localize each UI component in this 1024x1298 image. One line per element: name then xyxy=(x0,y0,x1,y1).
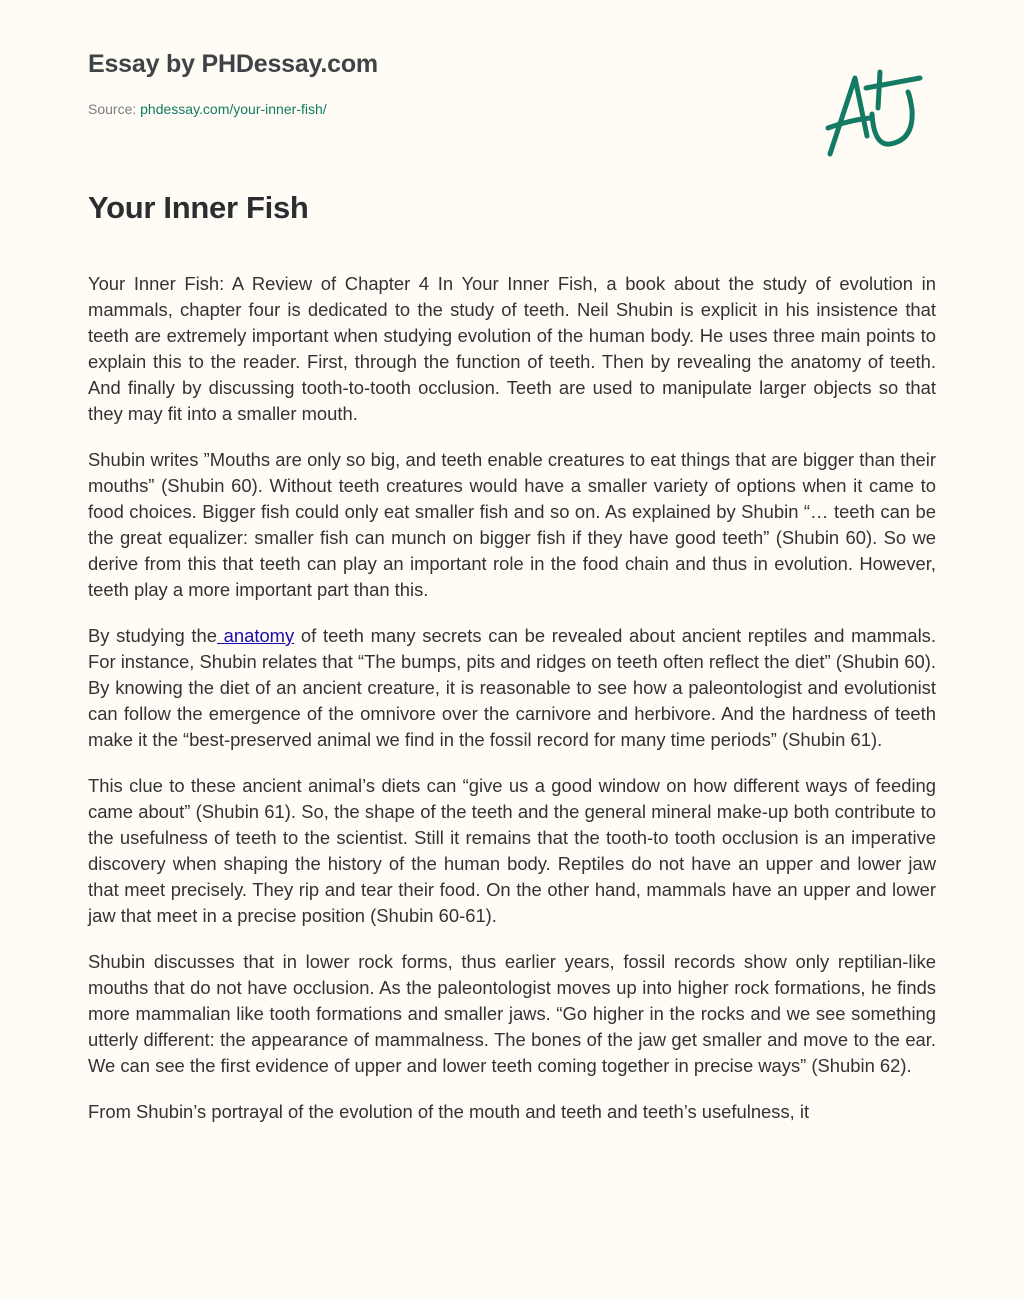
anatomy-link[interactable]: anatomy xyxy=(216,625,295,646)
essay-body xyxy=(88,271,936,1145)
paragraph: Shubin discusses that in lower rock forms, thus earlier years, fossil records show only reptilian-like mouths that do not have occlusion. As the paleontologist moves up into higher rock formations, he finds more mammalian like tooth formations and smaller jaws. “Go higher in the rocks and we see something utterly different: the appearance of mammalness. The bones of the jaw get smaller and move to the ear. We can see the first evidence of upper and lower teeth coming together in precise ways” (Shubin 62). xyxy=(88,951,936,1076)
paragraph: Your Inner Fish: A Review of Chapter 4 In Your Inner Fish, a book about the study of evolution in mammals, chapter four is dedicated to the study of teeth. Neil Shubin is explicit in his insistence that teeth are extremely important when studying evolution of the human body. He uses three main points to explain this to the reader. First, through the function of teeth. Then by revealing the anatomy of teeth. And finally by discussing tooth-to-tooth occlusion. Teeth are used to manipulate larger objects so that they may fit into a smaller mouth. xyxy=(88,273,936,424)
text-span: By studying the xyxy=(88,625,217,646)
source-link[interactable]: phdessay.com/your-inner-fish/ xyxy=(140,101,327,117)
paragraph: Shubin writes ”Mouths are only so big, and teeth enable creatures to eat things that are bigger than their mouths” (Shubin 60). Without teeth creatures would have a smaller variety of options when it came to food choices. Bigger fish could only eat smaller fish and so on. As explained by Shubin “… teeth can be the great equalizer: smaller fish can munch on bigger fish if they have good teeth” (Shubin 60). So we derive from this that teeth can play an important role in the food chain and thus in evolution. However, teeth play a more important part than this. xyxy=(88,449,936,600)
site-brand: Essay by PHDessay.com xyxy=(88,50,378,78)
paragraph xyxy=(88,623,936,753)
page-title: Your Inner Fish xyxy=(88,190,309,225)
text-span: of teeth many secrets can be revealed about ancient reptiles and mammals. For instance, Shubin relates that “The bumps, pits and ridges on teeth often reflect the diet” (Shubin 60). By knowing the diet of an ancient creature, it is reasonable to see how a paleontologist and evolutionist can follow the emergence of the omnivore over the carnivore and herbivore. And the hardness of teeth make it the “best-preserved animal we find in the fossil record for many time periods” (Shubin 61). xyxy=(88,625,936,750)
source-line xyxy=(88,101,327,117)
source-label: Source: xyxy=(88,101,141,117)
paragraph: This clue to these ancient animal’s diets can “give us a good window on how different ways of feeding came about” (Shubin 61). So, the shape of the teeth and the general mineral make-up both contribute to the usefulness of teeth to the scientist. Still it remains that the tooth-to tooth occlusion is an imperative discovery when shaping the history of the human body. Reptiles do not have an upper and lower jaw that meet precisely. They rip and tear their food. On the other hand, mammals have an upper and lower jaw that meet in a precise position (Shubin 60-61). xyxy=(88,775,936,926)
paragraph: From Shubin’s portrayal of the evolution of the mouth and teeth and teeth’s usefulness, it xyxy=(88,1101,810,1122)
a-plus-logo-icon xyxy=(820,66,930,162)
